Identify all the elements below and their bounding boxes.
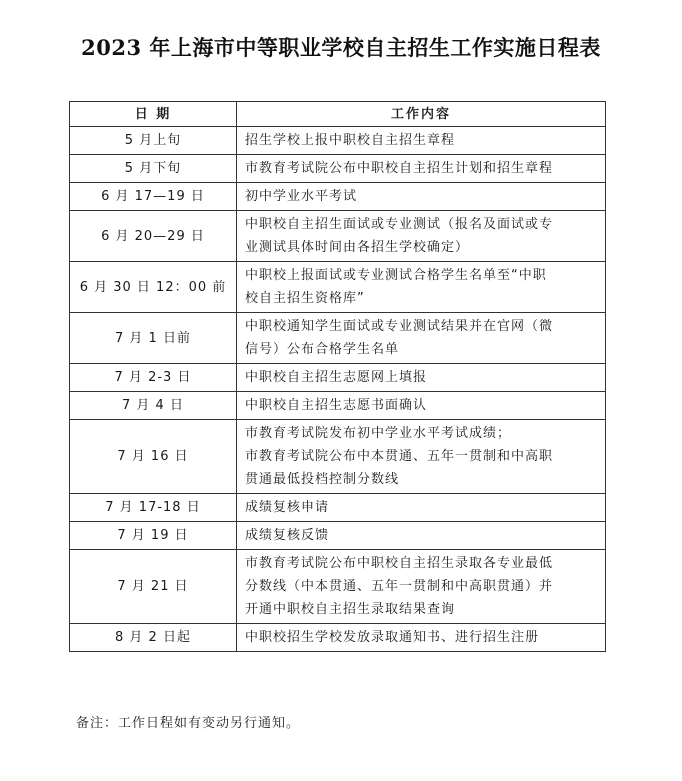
table-row [70, 183, 606, 211]
row-date: 6 月 30 日 12：00 前 [70, 262, 237, 313]
header-date: 日 期 [70, 102, 237, 127]
table-row [70, 262, 606, 313]
table-row [70, 494, 606, 522]
work-line: 中职校招生学校发放录取通知书、进行招生注册 [245, 630, 540, 645]
row-date: 5 月上旬 [70, 127, 237, 155]
work-line: 开通中职校自主招生录取结果查询 [245, 602, 456, 617]
table-row [70, 127, 606, 155]
work-line: 招生学校上报中职校自主招生章程 [245, 133, 456, 148]
table-row [70, 211, 606, 262]
work-line: 中职校自主招生志愿网上填报 [245, 370, 428, 385]
table-row [70, 392, 606, 420]
work-line: 市教育考试院公布中职校自主招生录取各专业最低 [245, 556, 554, 571]
table-row [70, 313, 606, 364]
row-date: 5 月下旬 [70, 155, 237, 183]
row-date: 6 月 17—19 日 [70, 183, 237, 211]
table-body [70, 127, 606, 652]
row-date: 7 月 17-18 日 [70, 494, 237, 522]
work-line: 市教育考试院发布初中学业水平考试成绩； [245, 426, 512, 441]
row-work [237, 522, 606, 550]
work-line: 初中学业水平考试 [245, 189, 358, 204]
work-line: 成绩复核申请 [245, 500, 330, 515]
work-line: 中职校自主招生志愿书面确认 [245, 398, 428, 413]
work-line: 中职校通知学生面试或专业测试结果并在官网（微 [245, 319, 554, 334]
row-work [237, 494, 606, 522]
work-line: 市教育考试院公布中本贯通、五年一贯制和中高职 [245, 449, 554, 464]
row-work [237, 155, 606, 183]
table-row [70, 420, 606, 494]
row-date: 7 月 16 日 [70, 420, 237, 494]
work-line: 校自主招生资格库” [245, 291, 365, 306]
page-title: 2023 年上海市中等职业学校自主招生工作实施日程表 [81, 35, 601, 60]
row-date: 6 月 20—29 日 [70, 211, 237, 262]
row-work [237, 262, 606, 313]
table-row [70, 550, 606, 624]
row-date: 7 月 2-3 日 [70, 364, 237, 392]
work-line: 市教育考试院公布中职校自主招生计划和招生章程 [245, 161, 554, 176]
row-date: 7 月 19 日 [70, 522, 237, 550]
table-row [70, 364, 606, 392]
row-work [237, 211, 606, 262]
footnote: 备注：工作日程如有变动另行通知。 [76, 716, 301, 731]
row-work [237, 364, 606, 392]
row-date: 8 月 2 日起 [70, 624, 237, 652]
row-date: 7 月 21 日 [70, 550, 237, 624]
work-line: 分数线（中本贯通、五年一贯制和中高职贯通）并 [245, 579, 554, 594]
work-line: 业测试具体时间由各招生学校确定） [245, 240, 470, 255]
work-line: 中职校上报面试或专业测试合格学生名单至“中职 [245, 268, 547, 283]
work-line: 成绩复核反馈 [245, 528, 330, 543]
header-work: 工作内容 [237, 102, 606, 127]
schedule-table [69, 101, 606, 652]
row-work [237, 550, 606, 624]
table-header-row [70, 102, 606, 127]
work-line: 贯通最低投档控制分数线 [245, 472, 400, 487]
row-work [237, 313, 606, 364]
row-date: 7 月 4 日 [70, 392, 237, 420]
row-work [237, 392, 606, 420]
row-work [237, 127, 606, 155]
row-date: 7 月 1 日前 [70, 313, 237, 364]
table-row [70, 155, 606, 183]
row-work [237, 420, 606, 494]
row-work [237, 624, 606, 652]
table-row [70, 624, 606, 652]
row-work [237, 183, 606, 211]
work-line: 中职校自主招生面试或专业测试（报名及面试或专 [245, 217, 554, 232]
work-line: 信号）公布合格学生名单 [245, 342, 400, 357]
table-row [70, 522, 606, 550]
